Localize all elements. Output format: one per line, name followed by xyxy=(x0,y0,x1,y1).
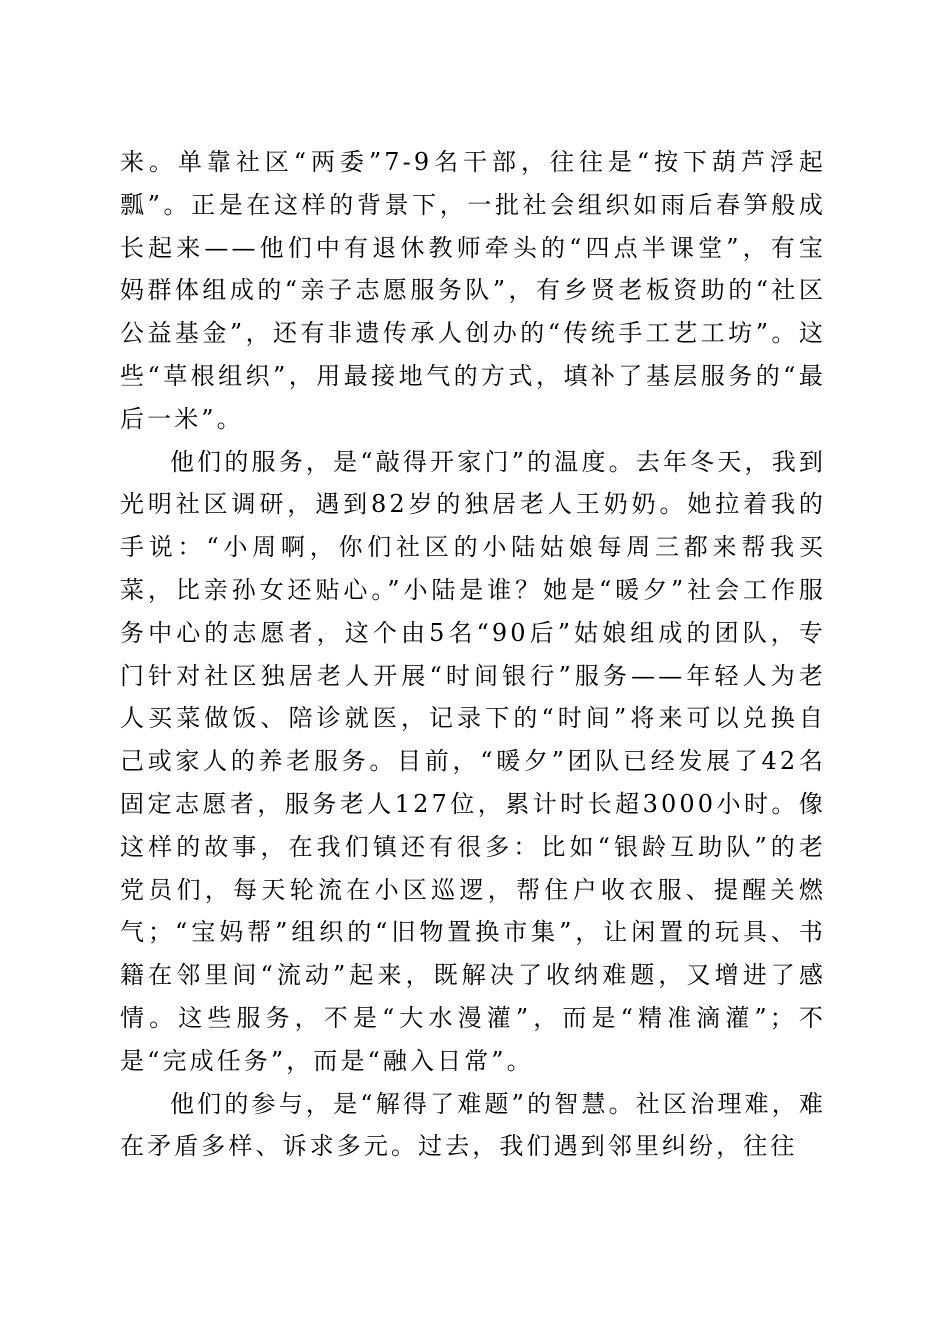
body-text xyxy=(120,141,826,1168)
paragraph-1: 来。单靠社区“两委”7-9名干部，往往是“按下葫芦浮起瓢”。正是在这样的背景下，一批社会组织如雨后春笋般成长起来——他们中有退休教师牵头的“四点半课堂”，有宝妈群体组成的“亲子志愿服务队”，有乡贤老板资助的“社区公益基金”，还有非遗传承人创办的“传统手工艺工坊”。这些“草根组织”，用最接地气的方式，填补了基层服务的“最后一米”。 xyxy=(120,148,826,433)
paragraph-2: 他们的服务，是“敲得开家门”的温度。去年冬天，我到光明社区调研，遇到82岁的独居老人王奶奶。她拉着我的手说：“小周啊，你们社区的小陆姑娘每周三都来帮我买菜，比亲孙女还贴心。”小陆是谁？她是“暖夕”社会工作服务中心的志愿者，这个由5名“90后”姑娘组成的团队，专门针对社区独居老人开展“时间银行”服务——年轻人为老人买菜做饭、陪诊就医，记录下的“时间”将来可以兑换自己或家人的养老服务。目前，“暖夕”团队已经发展了42名固定志愿者，服务老人127位，累计时长超3000小时。像这样的故事，在我们镇还有很多：比如“银龄互助队”的老党员们，每天轮流在小区巡逻，帮住户收衣服、提醒关燃气；“宝妈帮”组织的“旧物置换市集”，让闲置的玩具、书籍在邻里间“流动”起来，既解决了收纳难题，又增进了感情。这些服务，不是“大水漫灌”，而是“精准滴灌”；不是“完成任务”，而是“融入日常”。 xyxy=(120,447,826,1075)
paragraph-3: 他们的参与，是“解得了难题”的智慧。社区治理难，难在矛盾多样、诉求多元。过去，我们遇到邻里纠纷，往往 xyxy=(120,1089,826,1161)
